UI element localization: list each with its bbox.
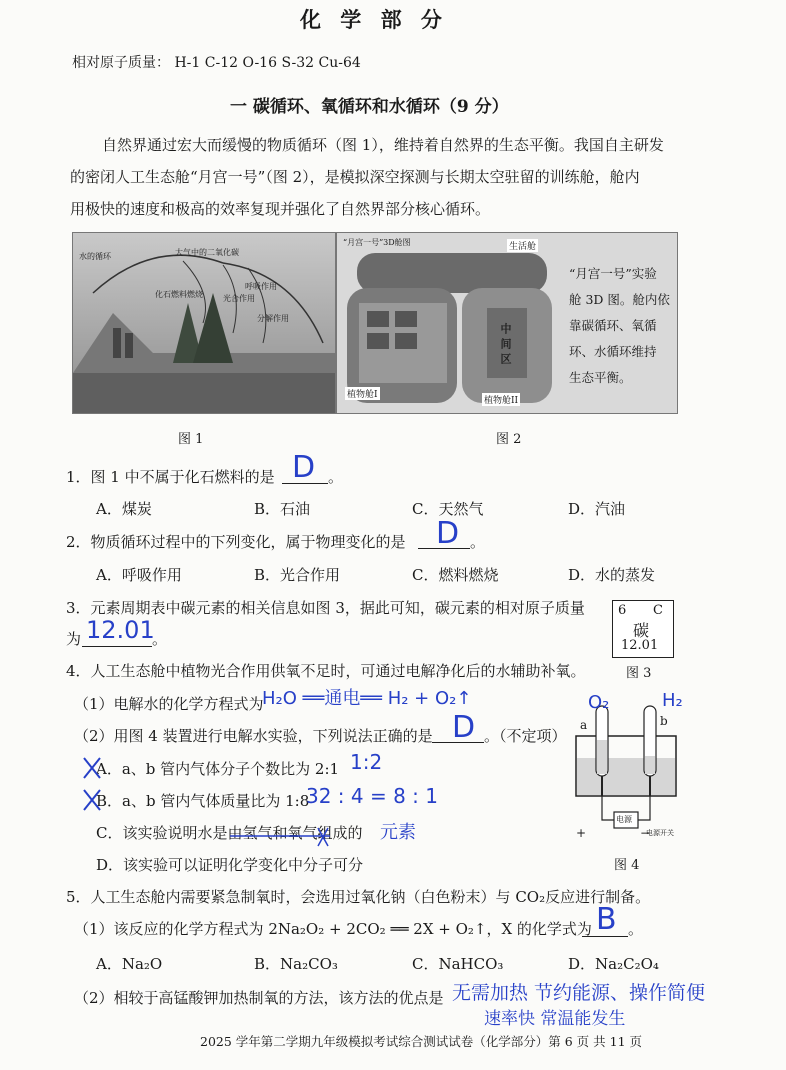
- q2-option-a: A．呼吸作用: [96, 566, 182, 584]
- fig1-label-atmosphere: 大气中的二氧化碳: [175, 248, 239, 257]
- q5-handwritten-answer: B: [596, 902, 617, 937]
- q4-note-b: 32 : 4 = 8 : 1: [306, 784, 439, 808]
- fig2-label-plant-2: 植物舱II: [482, 393, 520, 406]
- intro-line-1: 自然界通过宏大而缓慢的物质循环（图 1），维持着自然界的生态平衡。我国自主研发: [102, 136, 664, 154]
- element-atomic-number: 6: [618, 603, 627, 618]
- fig2-label-middle: 中 间 区: [499, 323, 512, 364]
- fig2-desc-0: “月宫一号”实验: [569, 266, 657, 281]
- q1-option-b: B．石油: [254, 500, 311, 518]
- q4-part-2-end: 。（不定项）: [484, 727, 567, 745]
- fig1-label-respiration: 呼吸作用: [245, 282, 277, 291]
- section-title: 一 碳循环、氧循环和水循环（9 分）: [230, 97, 509, 117]
- tube-b-gas-note: H₂: [662, 690, 683, 711]
- page-footer: 2025 学年第二学期九年级模拟考试综合测试试卷（化学部分）第 6 页 共 11 页: [200, 1034, 643, 1049]
- habitat-3d-illustration: [337, 233, 567, 413]
- q1-stem: 1．图 1 中不属于化石燃料的是: [66, 468, 275, 486]
- q3-line-2: 为: [66, 630, 82, 648]
- q2-option-b: B．光合作用: [254, 566, 341, 584]
- figure-1-carbon-cycle: [72, 232, 336, 414]
- tube-a-label: a: [580, 718, 588, 732]
- fig2-desc-4: 生态平衡。: [569, 370, 632, 385]
- q5-stem: 5．人工生态舱内需要紧急制氧时，会选用过氧化钠（白色粉末）与 CO₂反应进行制备。: [66, 888, 651, 906]
- tube-a-gas-note: O₂: [588, 692, 610, 713]
- q1-option-c: C．天然气: [412, 500, 484, 518]
- figure-2-lunar-palace: [336, 232, 678, 414]
- q5-part-1: （1）该反应的化学方程式为 2Na₂O₂ + 2CO₂ ══ 2X + O₂↑，X 的化学式为: [74, 920, 592, 938]
- q5-option-d: D．Na₂C₂O₄: [568, 955, 659, 973]
- q5-option-a: A．Na₂O: [96, 955, 163, 973]
- switch-label: 电源开关: [646, 829, 674, 837]
- carbon-cycle-illustration: [73, 233, 335, 413]
- q5-part-2-handwritten-1: 无需加热 节约能源、操作简便: [452, 982, 706, 1004]
- page-title: 化 学 部 分: [300, 7, 448, 32]
- q4-stem: 4．人工生态舱中植物光合作用供氧不足时，可通过电解净化后的水辅助补氧。: [66, 662, 586, 680]
- q1-option-a: A．煤炭: [96, 500, 152, 518]
- fig1-label-0: 水的循环: [79, 252, 111, 261]
- q2-stem-end: 。: [470, 533, 486, 551]
- fig1-label-combustion: 化石燃料燃烧: [155, 290, 203, 299]
- q2-option-c: C．燃料燃烧: [412, 566, 499, 584]
- fig2-desc-2: 靠碳循环、氧循: [569, 318, 657, 333]
- figure-2-caption: 图 2: [496, 432, 522, 447]
- element-symbol: C: [653, 603, 663, 618]
- minus-terminal: −: [640, 826, 651, 840]
- q4-option-c: C．该实验说明水是由氢气和氧气组成的: [96, 824, 363, 842]
- q4-handwritten-answer: D: [452, 710, 476, 745]
- intro-line-2: 的密闭人工生态舱“月宫一号”（图 2），是模拟深空探测与长期太空驻留的训练舱，舱内: [70, 168, 640, 186]
- fig2-header: “月宫一号”3D舱图: [343, 238, 411, 247]
- q4-part-1: （1）电解水的化学方程式为: [74, 695, 264, 713]
- q4-part-1-handwritten: H₂O ══通电══ H₂ + O₂↑: [262, 688, 472, 709]
- element-name: 碳: [633, 621, 650, 640]
- fig1-label-photosynthesis: 光合作用: [223, 294, 255, 303]
- fig2-label-plant-1: 植物舱I: [345, 387, 380, 400]
- figure-3-caption: 图 3: [626, 666, 652, 681]
- q5-option-b: B．Na₂CO₃: [254, 955, 338, 973]
- q1-stem-end: 。: [328, 468, 344, 486]
- intro-line-3: 用极快的速度和极高的效率复现并强化了自然界部分核心循环。: [70, 200, 491, 218]
- q1-handwritten-answer: D: [292, 450, 316, 485]
- q3-line-1: 3．元素周期表中碳元素的相关信息如图 3，据此可知，碳元素的相对原子质量: [66, 599, 585, 617]
- q2-handwritten-answer: D: [436, 516, 460, 551]
- tube-b-label: b: [660, 714, 668, 728]
- q4-option-d: D．该实验可以证明化学变化中分子可分: [96, 856, 364, 874]
- q5-option-c: C．NaHCO₃: [412, 955, 504, 973]
- q4-part-2: （2）用图 4 装置进行电解水实验，下列说法正确的是: [74, 727, 433, 745]
- atomic-mass-line: 相对原子质量： H-1 C-12 O-16 S-32 Cu-64: [72, 55, 361, 71]
- q4-note-c: 元素: [380, 822, 416, 843]
- q3-answer-blank: [82, 646, 152, 647]
- q4-option-b: B．a、b 管内气体质量比为 1:8: [96, 792, 310, 810]
- fig2-desc-1: 舱 3D 图。舱内依: [569, 292, 670, 307]
- element-mass: 12.01: [621, 638, 659, 653]
- handwritten-marks: [80, 752, 440, 848]
- q5-part-2-handwritten-2: 速率快 常温能发生: [484, 1009, 626, 1029]
- power-label: 电源: [616, 815, 632, 824]
- q2-stem: 2．物质循环过程中的下列变化，属于物理变化的是: [66, 533, 406, 551]
- q3-line-end: 。: [152, 630, 168, 648]
- q1-option-d: D．汽油: [568, 500, 626, 518]
- q5-part-2: （2）相较于高锰酸钾加热制氧的方法，该方法的优点是: [74, 989, 444, 1007]
- figure-4-electrolysis: [566, 680, 686, 848]
- fig1-label-decomposition: 分解作用: [257, 314, 289, 323]
- plus-terminal: +: [576, 826, 587, 840]
- figure-1-caption: 图 1: [178, 432, 204, 447]
- fig2-description: [569, 261, 670, 391]
- figure-4-caption: 图 4: [614, 858, 640, 873]
- element-card-carbon: [612, 600, 674, 658]
- q4-option-a: A．a、b 管内气体分子个数比为 2:1: [96, 760, 340, 778]
- q4-note-a: 1:2: [350, 750, 383, 774]
- fig2-label-living: 生活舱: [507, 239, 538, 252]
- q2-option-d: D．水的蒸发: [568, 566, 656, 584]
- q3-handwritten-answer: 12.01: [86, 616, 155, 644]
- fig2-desc-3: 环、水循环维持: [569, 344, 657, 359]
- q5-part-1-end: 。: [628, 920, 644, 938]
